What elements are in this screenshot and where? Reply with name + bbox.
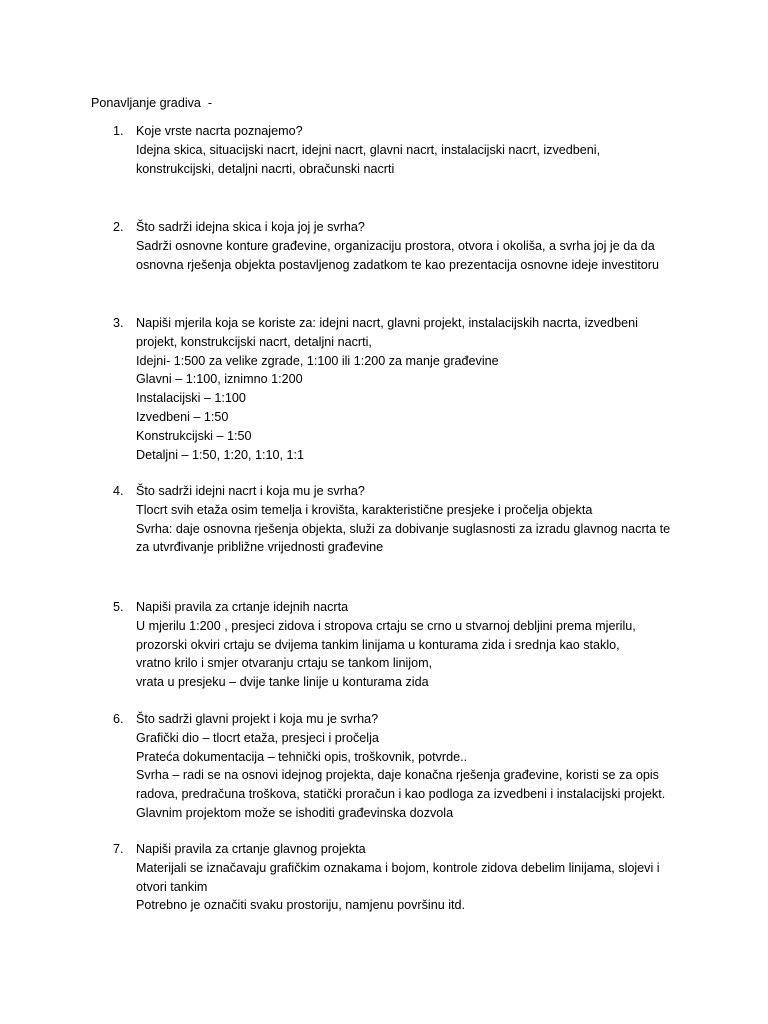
question-text: Napiši mjerila koja se koriste za: idejni nacrt, glavni projekt, instalacijskih nacrta, izvedbeni xyxy=(136,316,638,330)
question-content xyxy=(136,122,696,178)
question-text: Što sadrži idejni nacrt i koja mu je svrha? xyxy=(136,484,365,498)
question-number: 7. xyxy=(113,842,124,856)
answer-line: Glavnim projektom može se ishoditi građevinska dozvola xyxy=(136,805,454,820)
answer-line: otvori tankim xyxy=(136,879,208,894)
answer-line: Glavni – 1:100, iznimno 1:200 xyxy=(136,372,303,387)
answer-line: Tlocrt svih etaža osim temelja i krovišta, karakteristične presjeke i pročelja objekta xyxy=(136,502,593,517)
answer-line: Instalacijski – 1:100 xyxy=(136,391,246,406)
question-content xyxy=(136,598,696,692)
question-number: 3. xyxy=(113,316,124,330)
question-number: 1. xyxy=(113,124,124,138)
question-text: Napiši pravila za crtanje idejnih nacrta xyxy=(136,600,349,614)
question-number: 6. xyxy=(113,712,124,726)
question-text: projekt, konstrukcijski nacrt, detaljni nacrti, xyxy=(136,334,372,349)
answer-line: U mjerilu 1:200 , presjeci zidova i stropova crtaju se crno u stvarnoj debljini prema mjerilu, xyxy=(136,618,636,633)
answer-line: prozorski okviri crtaju se dvijema tankim linijama u konturama zida i srednja kao staklo, xyxy=(136,637,620,652)
question-text: Što sadrži idejna skica i koja joj je svrha? xyxy=(136,220,365,234)
question-text: Koje vrste nacrta poznajemo? xyxy=(136,124,303,138)
answer-line: osnovna rješenja objekta postavljenog zadatkom te kao prezentacija osnovne ideje investitoru xyxy=(136,257,659,272)
question-content xyxy=(136,482,696,557)
answer-line: Sadrži osnovne konture građevine, organizaciju prostora, otvora i okoliša, a svrha joj je da da xyxy=(136,238,655,253)
question-content xyxy=(136,314,696,464)
question-number: 4. xyxy=(113,484,124,498)
answer-line: Konstrukcijski – 1:50 xyxy=(136,428,252,443)
answer-line: Prateća dokumentacija – tehnički opis, troškovnik, potvrde.. xyxy=(136,749,468,764)
answer-line: Detaljni – 1:50, 1:20, 1:10, 1:1 xyxy=(136,447,305,462)
question-text: Što sadrži glavni projekt i koja mu je svrha? xyxy=(136,712,379,726)
answer-line: vratno krilo i smjer otvaranju crtaju se tankom linijom, xyxy=(136,656,433,671)
answer-line: konstrukcijski, detaljni nacrti, obračunski nacrti xyxy=(136,161,395,176)
answer-line: Grafički dio – tlocrt etaža, presjeci i pročelja xyxy=(136,730,379,745)
answer-line: radova, predračuna troškova, statički proračun i kao podloga za izvedbeni i instalacijski projekt. xyxy=(136,787,666,802)
answer-line: Idejna skica, situacijski nacrt, idejni nacrt, glavni nacrt, instalacijski nacrt, izvedbeni, xyxy=(136,142,601,157)
answer-line: Svrha – radi se na osnovi idejnog projekta, daje konačna rješenja građevine, koristi se za opis xyxy=(136,768,659,783)
question-text: Napiši pravila za crtanje glavnog projekta xyxy=(136,842,366,856)
answer-line: vrata u presjeku – dvije tanke linije u konturama zida xyxy=(136,675,429,690)
question-number: 5. xyxy=(113,600,124,614)
document-title: Ponavljanje gradiva - xyxy=(91,96,213,110)
answer-line: Svrha: daje osnovna rješenja objekta, služi za dobivanje suglasnosti za izradu glavnog nacrta te xyxy=(136,521,671,536)
answer-line: Potrebno je označiti svaku prostoriju, namjenu površinu itd. xyxy=(136,898,466,913)
answer-line: Materijali se iznačavaju grafičkim oznakama i bojom, kontrole zidova debelim linijama, slojevi i xyxy=(136,860,660,875)
answer-line: Idejni- 1:500 za velike zgrade, 1:100 ili 1:200 za manje građevine xyxy=(136,353,499,368)
question-content xyxy=(136,710,696,823)
question-content xyxy=(136,840,696,915)
question-content xyxy=(136,218,696,274)
question-number: 2. xyxy=(113,220,124,234)
answer-line: Izvedbeni – 1:50 xyxy=(136,409,229,424)
answer-line: za utvrđivanje približne vrijednosti građevine xyxy=(136,540,384,555)
